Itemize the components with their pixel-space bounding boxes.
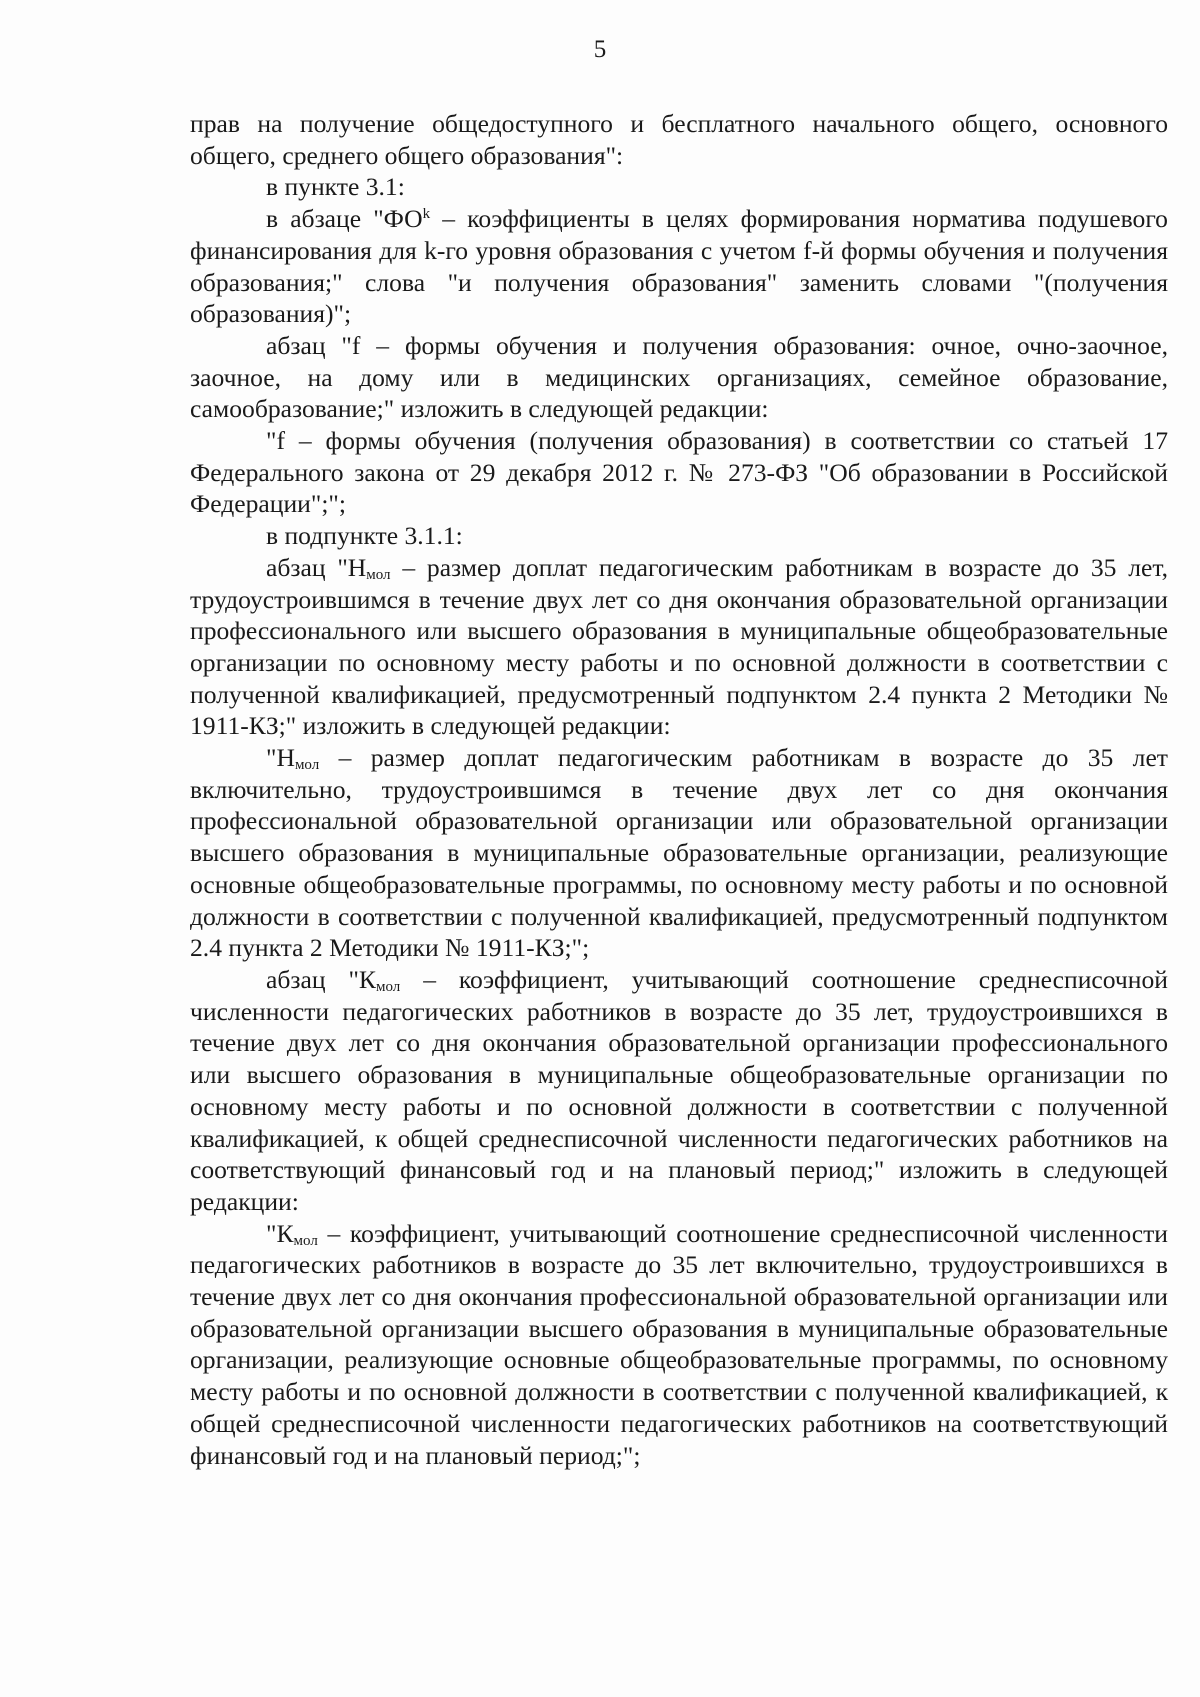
paragraph-subpoint-3-1-1: в подпункте 3.1.1: (266, 521, 463, 551)
subscript-mol: мол (294, 757, 320, 774)
paragraph-text-post: – коэффициенты в целях формирования норматива подушевого финансирования для k-го уровня образования с учетом f-й формы обучения и получения образования;" слова "и получения образования" заменить словами "(получения образования)"; (190, 204, 1168, 329)
paragraph-point-3-1: в пункте 3.1: (266, 172, 405, 202)
paragraph-f-forms-new: "f – формы обучения (получения образования) в соответствии со статьей 17 Федерального закона от 29 декабря 2012 г. № 273-ФЗ "Об образовании в Российской Федерации";"; (190, 426, 1168, 519)
superscript-k: k (422, 206, 431, 223)
paragraph-text-post: – размер доплат педагогическим работникам в возрасте до 35 лет включительно, трудоустроившимся в течение двух лет со дня окончания профессиональной образовательной организации или образовательной организации высшего образования в муниципальные образовательные организации, реализующие основные общеобразовательные программы, по основному месту работы и по основной должности в соответствии с полученной квалификацией, предусмотренный подпунктом 2.4 пункта 2 Методики № 1911-КЗ;"; (190, 743, 1168, 963)
subscript-mol: мол (366, 566, 391, 583)
paragraph-fo-coefficient (190, 203, 1168, 330)
paragraph-kmol-new (190, 1218, 1168, 1472)
paragraph-nmol-old (190, 552, 1168, 742)
paragraph-text-post: – коэффициент, учитывающий соотношение среднесписочной численности педагогических работников в возрасте до 35 лет, трудоустроившихся в течение двух лет со дня окончания образовательной организации профессионального или высшего образования в муниципальные общеобразовательные организации по основному месту работы и по основной должности в соответствии с полученной квалификацией, к общей среднесписочной численности педагогических работников на соответствующий финансовый год и на плановый период;" изложить в следующей редакции: (190, 964, 1168, 1216)
paragraph-continuation: прав на получение общедоступного и бесплатного начального общего, основного общего, среднего общего образования": (190, 109, 1168, 170)
paragraph-kmol-old (190, 964, 1168, 1218)
paragraph-text-pre: "Н (266, 743, 295, 773)
paragraph-nmol-new (190, 742, 1168, 964)
subscript-mol: мол (293, 1232, 318, 1249)
paragraph-text-pre: в абзаце "ФО (266, 204, 423, 234)
subscript-mol: мол (376, 978, 401, 995)
paragraph-text-pre: "К (266, 1218, 294, 1248)
paragraph-text-pre: абзац "К (266, 964, 376, 994)
paragraph-f-forms-old: абзац "f – формы обучения и получения образования: очное, очно-заочное, заочное, на дому или в медицинских организациях, семейное образование, самообразование;" изложить в следующей редакции: (190, 330, 1168, 424)
paragraph-text-post: – размер доплат педагогическим работникам в возрасте до 35 лет, трудоустроившимся в течение двух лет со дня окончания образовательной организации профессионального или высшего образования в муниципальные общеобразовательные организации по основному месту работы и по основной должности в соответствии с полученной квалификацией, предусмотренный подпунктом 2.4 пункта 2 Методики № 1911-КЗ;" изложить в следующей редакции: (190, 552, 1168, 741)
page-number: 5 (593, 36, 607, 63)
document-body (190, 108, 1168, 1471)
paragraph-text-pre: абзац "Н (266, 552, 367, 582)
paragraph-text-post: – коэффициент, учитывающий соотношение среднесписочной численности педагогических работников в возрасте до 35 лет включительно, трудоустроившихся в течение двух лет со дня окончания профессиональной образовательной организации или образовательной организации высшего образования в муниципальные образовательные организации, реализующие основные общеобразовательные программы, по основному месту работы и по основной должности в соответствии с полученной квалификацией, к общей среднесписочной численности педагогических работников на соответствующий финансовый год и на плановый период;"; (190, 1218, 1168, 1470)
